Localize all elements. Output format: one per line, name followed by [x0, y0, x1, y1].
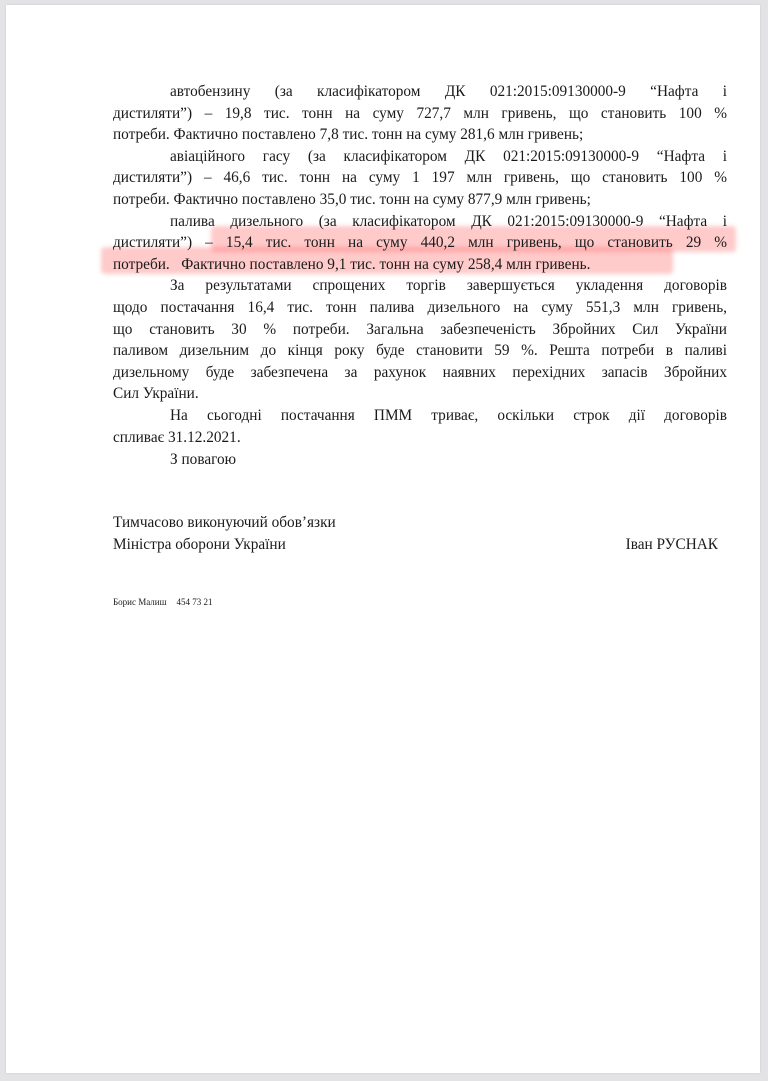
- paragraph-supply-status: [113, 405, 727, 448]
- text-line: потреби. Фактично поставлено 35,0 тис. тонн на суму 877,9 млн гривень;: [113, 190, 591, 208]
- text-line: Сил України.: [113, 385, 199, 403]
- text-line: паливом дизельним до кінця року буде становити 59 %. Решта потреби в паливі: [113, 342, 727, 360]
- document-body: [113, 81, 727, 448]
- executor-name: Борис Малиш: [113, 597, 167, 607]
- text-line: За результатами спрощених торгів завершується укладення договорів: [170, 277, 727, 295]
- text-line: дизельному буде забезпечена за рахунок наявних перехідних запасів Збройних: [113, 363, 727, 381]
- text-line: дистиляти”) – 15,4 тис. тонн на суму 440,2 млн гривень, що становить 29 %: [113, 234, 727, 252]
- paragraph-diesel: [113, 211, 727, 276]
- signatory-title-line1: Тимчасово виконуючий обов’язки: [113, 514, 336, 531]
- text-line: спливає 31.12.2021.: [113, 428, 241, 446]
- paragraph-jet-fuel: [113, 146, 727, 211]
- paragraph-gasoline: [113, 81, 727, 146]
- text-line: На сьогодні постачання ПММ триває, оскільки строк дії договорів: [170, 406, 727, 424]
- text-line: дистиляти”) – 19,8 тис. тонн на суму 727,7 млн гривень, що становить 100 %: [113, 104, 727, 122]
- text-line: потреби. Фактично поставлено 7,8 тис. тонн на суму 281,6 млн гривень;: [113, 126, 584, 144]
- text-line: що становить 30 % потреби. Загальна забезпеченість Збройних Сил України: [113, 320, 727, 338]
- executor-phone: 454 73 21: [176, 597, 213, 607]
- text-line: дистиляти”) – 46,6 тис. тонн на суму 1 197 млн гривень, що становить 100 %: [113, 169, 727, 187]
- executor-info: [113, 597, 213, 607]
- text-line: палива дизельного (за класифікатором ДК 021:2015:09130000-9 “Нафта і: [170, 212, 727, 230]
- paragraph-tenders: [113, 275, 727, 405]
- text-line: авіаційного гасу (за класифікатором ДК 021:2015:09130000-9 “Нафта і: [170, 147, 727, 165]
- closing-salutation: З повагою: [170, 451, 237, 468]
- signatory-name: Іван РУСНАК: [625, 535, 718, 553]
- text-line: потреби. Фактично поставлено 9,1 тис. тонн на суму 258,4 млн гривень.: [113, 255, 591, 273]
- text-line: автобензину (за класифікатором ДК 021:2015:09130000-9 “Нафта і: [170, 83, 727, 100]
- signatory-title-line2: Міністра оборони України: [113, 535, 286, 553]
- text-line: щодо постачання 16,4 тис. тонн палива дизельного на суму 551,3 млн гривень,: [113, 298, 727, 316]
- signature-block: [113, 512, 718, 555]
